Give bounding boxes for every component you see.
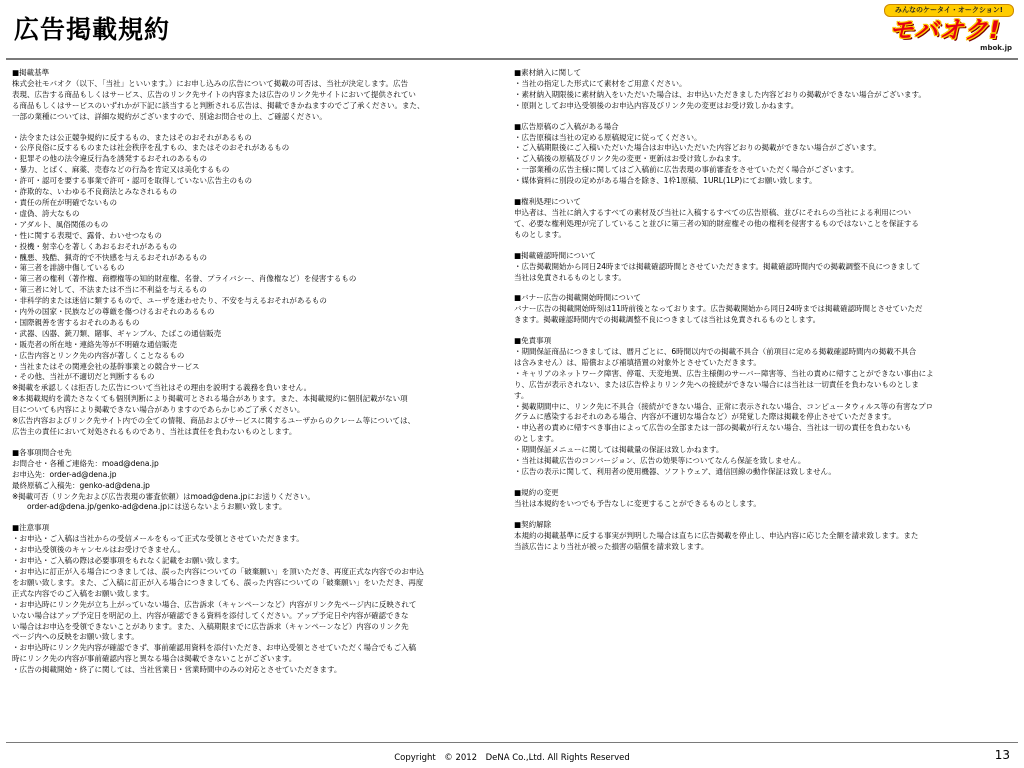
section-heading: ■各事項問合せ先 [12,447,72,457]
section-body: ・当社の指定した形式にて素材をご用意ください。 ・素材納入期限後に素材納入をいただいた場合は、お申込いただきました内容どおりの掲載ができない場合がございます。 ・原則としてお申込受領後のお申込内容及びリンク先の変更はお受け致しかねます。 [514,78,926,110]
section-heading: ■規約の変更 [514,487,559,497]
right-column [514,68,1020,552]
section-body: お問合せ・各種ご連絡先：moad@dena.jp お申込先：order-ad@dena.jp 最終原稿ご入稿先：genko-ad@dena.jp ※掲載可否（リンク先および広告表現の審査依頼）はmoad@dena.jpにお送りください。 order-ad@dena.jp/genko-ad@dena.jpには送らないようお願い致します。 [12,458,315,512]
section-termination [514,520,1020,553]
section-materials [514,68,1020,112]
section-body: ・広告原稿は当社の定める原稿規定に従ってください。 ・ご入稿期限後にご入稿いただいた場合はお申込いただいた内容どおりの掲載ができない場合がございます。 ・ご入稿後の原稿及びリンク先の変更・更新はお受け致しかねます。 ・一部業種の広告主様に関してはご入稿前に広告表現の事前審査をさせていただく場合がございます。 ・媒体資料に別段の定めがある場合を除き、1枠1原稿、1URL(1LP)にてお願い致します。 [514,132,881,186]
section-body: バナー広告の掲載開始時刻は11時前後となっております。広告掲載開始から同日24時までは掲載確認時間とさせていただ きます。掲載確認時間内での掲載調整不良につきましては当社は免責されるものとします。 [514,304,923,325]
header-divider [6,58,1018,60]
section-body: ・お申込・ご入稿は当社からの受信メールをもって正式な受領とさせていただきます。 ・お申込受領後のキャンセルはお受けできません。 ・お申込・ご入稿の際は必要事項をもれなく記載をお願い致します。 ・お申込に訂正が入る場合につきましては、誤った内容についての「破棄願い」を頂いただき、再度正式な内容でのお申込 をお願い致します。また、ご入稿に訂正が入る場合につきましても、誤った内容についての「破棄願い」をいただき、再度 正式な内容でのご入稿をお願い致します。 ・お申込時にリンク先が立ち上がっていない場合、広告訴求（キャンペーンなど）内容がリンク先ページ内に反映されて いない場合はアップ予定日を明記の上、内容が確認できる資料を添付してください。アップ予定日や内容が確認できな い場合はお申込を受領できないことがあります。また、入稿期限までに広告訴求（キャンペーンなど）内容のリンク先 ページ内への反映をお願い致します。 ・お申込時にリンク先内容が確認できず、事前確認用資料を添付いただき、お申込受領とさせていただく場合でもご入稿 時にリンク先の内容が事前確認内容と異なる場合は掲載できないことがございます。 ・広告の掲載開始・終了に関しては、当社営業日・営業時間中のみの対応とさせていただきます。 [12,534,424,675]
page-title: 広告掲載規約 [14,15,171,44]
section-contacts [12,448,505,513]
section-body: 当社は本規約をいつでも予告なしに変更することができるものとします。 [514,498,761,508]
copyright-text: Copyright © 2012 DeNA Co.,Ltd. All Rights Reserved [394,753,630,763]
logo-url: mbok.jp [980,44,1012,52]
section-heading: ■権利処理について [514,197,581,207]
section-disclaimer [514,336,1020,478]
section-body: 株式会社モバオク（以下、「当社」といいます。）にお申し込みの広告について掲載の可否は、当社が決定します。広告 表現、広告する商品もしくはサービス、広告のリンク先サイトの内容または広告のリンク先サイトにおいて提供されてい る商品もしくはサービスのいずれかが下記に該当すると判断される広告は、掲載できかねますのでご了承ください。また、 一部の業種については、詳細な規約がございますので、別途お問合せの上、ご確認ください。 [12,78,425,121]
section-body: 申込者は、当社に納入するすべての素材及び当社に入稿するすべての広告原稿、並びにそれらの当社による利用につい て、必要な権利処理が完了していること並びに第三者の知的財産権その他の権利を侵害するものではないことを保証する ものとします。 [514,207,919,239]
section-body: ・期間保証商品につきましては、暦月ごとに、6時間以内での掲載不具合（前項目に定める掲載確認時間内の掲載不具合 は含みません）は、賠償および補填措置の対象外とさせていただきます。 ・キャリアのネットワーク障害、停電、天変地異、広告主様側のサーバー障害等、当社の責めに帰すことができない事由によ り、広告が表示されない、または広告枠よりリンク先への接続ができない場合には当社は一切責任を負わないものとしま す。 ・掲載期間中に、リンク先に不具合（接続ができない場合、正常に表示されない場合、コンピュータウィルス等の有害なプロ グラムに感染するおそれのある場合、内容が不適切な場合など）が発覚した際は掲載を停止させていただきます。 ・申込者の責めに帰すべき事由によって広告の全部または一部の掲載が行えない場合、当社は一切の責任を負わないも のとします。 ・期間保証メニューに関しては掲載量の保証は致しかねます。 ・当社は掲載広告のコンバージョン、広告の効果等についてなんら保証を致しません。 ・広告の表示に関して、利用者の使用機器、ソフトウェア、通信回線の動作保証は致しません。 [514,347,934,476]
section-heading: ■バナー広告の掲載開始時間について [514,293,641,303]
section-body: ・広告掲載開始から同日24時までは掲載確認時間とさせていただきます。掲載確認時間内での掲載調整不良につきまして 当社は免責されるものとします。 [514,261,921,282]
section-manuscript [514,122,1020,187]
section-heading: ■広告原稿のご入稿がある場合 [514,121,619,131]
section-heading: ■掲載基準 [12,68,50,77]
logo-wordmark: モバオク! [889,16,1001,44]
section-heading: ■掲載確認時間について [514,250,596,260]
left-column [12,68,505,676]
section-heading: ■注意事項 [12,523,50,533]
section-confirm-time [514,251,1020,284]
section-terms-change [514,488,1020,510]
section-banner-start [514,293,1020,326]
section-ad-criteria [12,68,505,123]
footer-divider [6,742,1018,743]
section-body: 本規約の掲載基準に反する事実が判明した場合は直ちに広告掲載を停止し、申込内容に応じた全額を請求致します。また 当該広告により当社が被った損害の賠償を請求致します。 [514,530,919,551]
section-heading: ■契約解除 [514,519,552,529]
section-notes [12,523,505,676]
section-body: ・法令または公正競争規約に反するもの、またはそのおそれがあるもの ・公序良俗に反するものまたは社会秩序を乱すもの、またはそのおそれがあるもの ・犯罪その他の法令違反行為を誘発するおそれのあるもの ・暴力、とばく、麻薬、売春などの行為を肯定又は美化するもの ・許可・認可を要する事業で許可・認可を取得していない広告主のもの ・詐欺的な、いわゆる不良商法とみなされるもの ・責任の所在が明確でないもの ・虚偽、誇大なもの ・アダルト、風俗関係のもの ・性に関する表現で、露骨、わいせつなもの ・投機・射幸心を著しくあおるおそれがあるもの ・醜悪、残酷、猟奇的で不快感を与えるおそれがあるもの ・第三者を誹謗中傷しているもの ・第三者の権利（著作権、商標権等の知的財産権、名誉、プライバシー、肖像権など）を侵害するもの ・第三者に対して、不法または不当に不利益を与えるもの ・非科学的または迷信に類するもので、ユーザを迷わせたり、不安を与えるおそれがあるもの ・内外の国家・民族などの尊厳を傷つけるおそれのあるもの ・国際親善を害するおそれのあるもの ・武器、凶器、銃刀類、賭事、ギャンブル、たばこの通信販売 ・販売者の所在地・連絡先等が不明確な通信販売 ・広告内容とリンク先の内容が著しくことなるもの ・当社またはその関連会社の基幹事業との競合サービス ・その他、当社が不適切だと判断するもの ※掲載を承認しくは拒否した広告について当社はその理由を説明する義務を負いません。 ※本掲載規約を満たさなくても個別判断により掲載可とされる場合があります。また、本掲載規約に個別記載がない項 目についても内容により掲載できない場合がありますのであらかじめご了承ください。 ※広告内容およびリンク先サイト内での全ての情報、商品およびサービスに関するユーザからのクレーム等については、 広告主の責任において対処されるものであり、当社は責任を負わないものとします。 [12,132,415,436]
logo-tagline: みんなのケータイ・オークション! [884,4,1014,17]
section-heading: ■免責事項 [514,336,552,346]
section-prohibited-list [12,133,505,438]
section-rights [514,197,1020,241]
mobaoku-logo[interactable] [872,4,1018,56]
page-number: 13 [994,748,1010,762]
section-heading: ■素材納入に関して [514,68,582,77]
